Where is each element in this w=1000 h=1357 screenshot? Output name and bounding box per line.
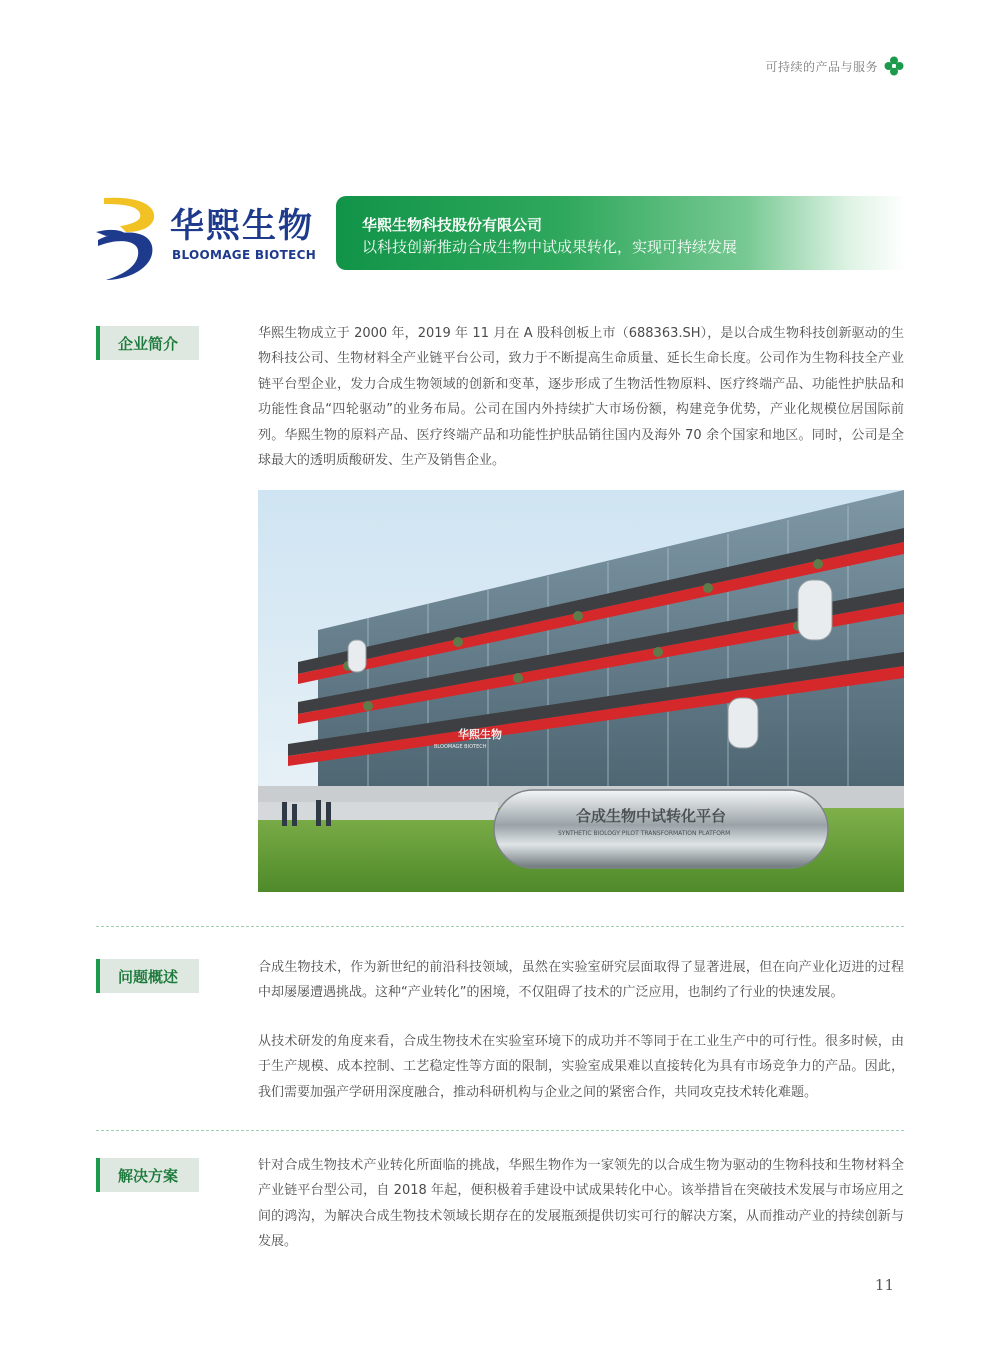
- building-sign-en: BLOOMAGE BIOTECH: [434, 744, 487, 750]
- monument-en: SYNTHETIC BIOLOGY PILOT TRANSFORMATION PLATFORM: [558, 830, 731, 837]
- banner-subtitle: 以科技创新推动合成生物中试成果转化，实现可持续发展: [362, 238, 738, 256]
- monument-cn: 合成生物中试转化平台: [576, 807, 727, 825]
- section-divider: [96, 1130, 904, 1131]
- logo-en-name: BLOOMAGE BIOTECH: [172, 248, 317, 262]
- section-divider: [96, 926, 904, 927]
- problem-paragraph-1: 合成生物技术，作为新世纪的前沿科技领域，虽然在实验室研究层面取得了显著进展，但在向产业化迈进的过程中却屡屡遭遇挑战。这种“产业转化”的困境，不仅阻碍了技术的广泛应用，也制约了行业的快速发展。: [258, 960, 904, 1001]
- page-number: 11: [874, 1276, 894, 1294]
- title-banner: [336, 196, 906, 270]
- logo-mark-icon: [96, 196, 160, 282]
- section-label-text: 解决方案: [118, 1167, 179, 1185]
- building-sign-cn: 华熙生物: [458, 728, 502, 741]
- intro-paragraph: 华熙生物成立于 2000 年，2019 年 11 月在 A 股科创板上市（688363.SH），是以合成生物科技创新驱动的生物科技公司、生物材料全产业链平台公司，致力于不断提高生命质量、延长生命长度。公司作为生物科技全产业链平台型企业，发力合成生物领域的创新和变革，逐步形成了生物活性物原料、医疗终端产品、功能性护肤品和功能性食品“四轮驱动”的业务布局。公司在国内外持续扩大市场份额，构建竞争优势，产业化规模位居国际前列。华熙生物的原料产品、医疗终端产品和功能性护肤品销往国内及海外 70 余个国家和地区。同时，公司是全球最大的透明质酸研发、生产及销售企业。: [258, 326, 904, 469]
- page-header: [765, 56, 904, 76]
- section-title: 可持续的产品与服务: [765, 59, 878, 74]
- building-photo: [258, 490, 904, 892]
- problem-paragraph-2: 从技术研发的角度来看，合成生物技术在实验室环境下的成功并不等同于在工业生产中的可行性。很多时候，由于生产规模、成本控制、工艺稳定性等方面的限制，实验室成果难以直接转化为具有市场竞争力的产品。因此，我们需要加强产学研用深度融合，推动科研机构与企业之间的紧密合作，共同攻克技术转化难题。: [258, 1034, 904, 1100]
- banner-title: 华熙生物科技股份有限公司: [362, 216, 543, 234]
- clover-icon: [884, 56, 904, 76]
- section-label-text: 企业简介: [118, 335, 179, 353]
- company-logo: [96, 196, 316, 282]
- solution-paragraph: 针对合成生物技术产业转化所面临的挑战，华熙生物作为一家领先的以合成生物为驱动的生物科技和生物材料全产业链平台型公司，自 2018 年起，便积极着手建设中试成果转化中心。该举措旨在突破技术发展与市场应用之间的鸿沟，为解决合成生物技术领域长期存在的发展瓶颈提供切实可行的解决方案，从而推动产业的持续创新与发展。: [258, 1158, 904, 1250]
- section-label-solution: [96, 1158, 199, 1192]
- section-label-intro: [96, 326, 199, 360]
- section-label-text: 问题概述: [118, 968, 179, 986]
- logo-cn-name: 华熙生物: [170, 206, 314, 246]
- section-label-problem: [96, 959, 199, 993]
